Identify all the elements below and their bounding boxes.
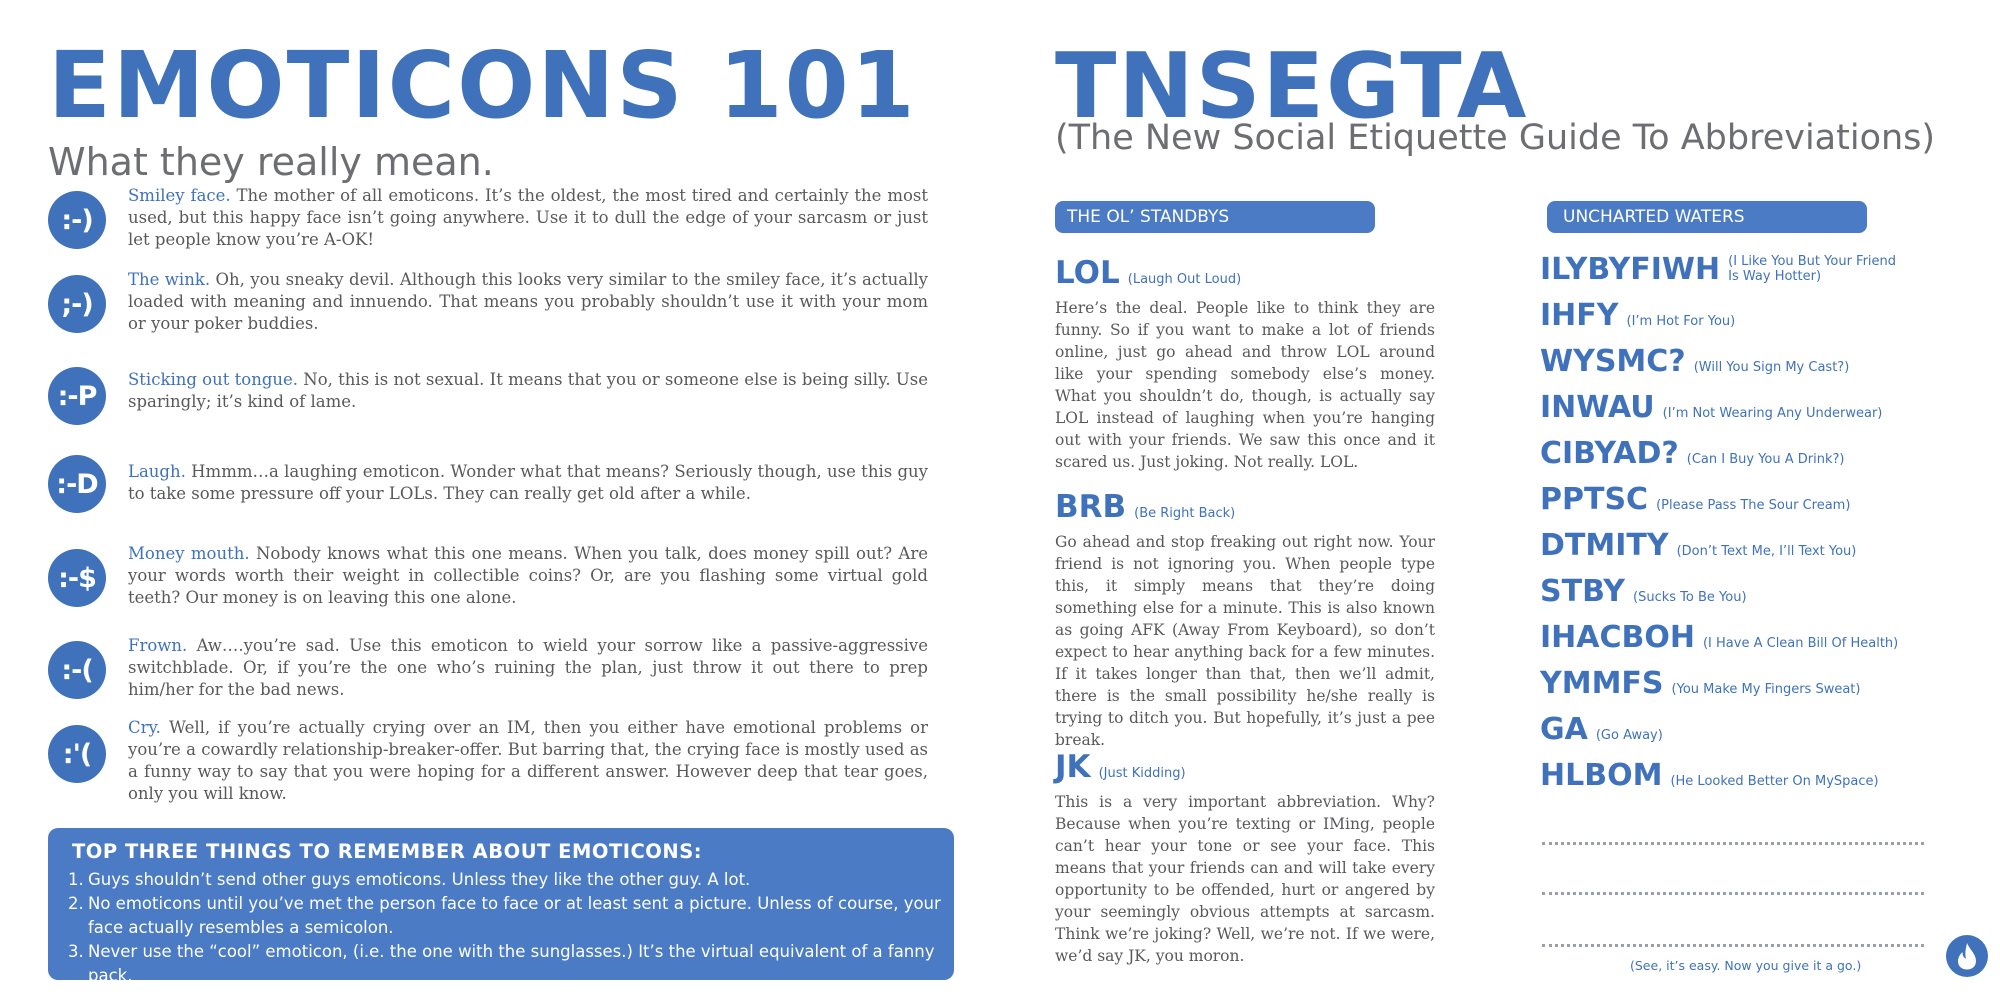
tips-box [48,828,954,985]
uncharted-item [1540,344,1849,379]
emoticon-name: Frown. [128,636,188,655]
emoticon-symbol-icon: :-) [48,191,106,249]
uncharted-item [1540,666,1860,701]
flame-drop-icon-svg [1954,941,1980,971]
blank-line [1542,842,1924,845]
uncharted-abbreviation: IHACBOH [1540,620,1695,655]
left-header [48,32,1048,184]
abbreviation-description: Go ahead and stop freaking out right now. Your friend is not ignoring you. When people type this, it simply means that they’re doing something else for a minute. This is also known as going AFK (Away From Keyboard), so don’t expect to hear anything back for a few minutes. If it takes longer than that, then we’ll admit, there is the small possibility he/she really is trying to ditch you. But hopefully, it’s just a pee break. [1055,533,1435,749]
blank-line [1542,944,1924,947]
emoticon-name: Cry. [128,718,161,737]
emoticon-description: The mother of all emoticons. It’s the oldest, the most tired and certainly the most used, but this happy face isn’t going anywhere. Use it to dull the edge of your sarcasm or just let people know you’re A-OK! [128,186,928,249]
emoticon-description: Nobody knows what this one means. When you talk, does money spill out? Are your words worth their weight in collectible coins? Or, are you flashing some virtual gold teeth? Our money is on leaving this one alone. [128,544,928,607]
tip-item [68,892,948,940]
uncharted-item [1540,758,1879,793]
emoticon-symbol-icon: :'( [48,725,106,783]
tip-number: 3. [68,942,84,961]
uncharted-meaning: (Please Pass The Sour Cream) [1656,498,1851,513]
uncharted-meaning: (Go Away) [1595,728,1663,743]
emoticon-symbol-icon: :-P [48,367,106,425]
page-subtitle: What they really mean. [48,140,494,184]
uncharted-meaning: (I Have A Clean Bill Of Health) [1702,636,1899,651]
uncharted-meaning: (Sucks To Be You) [1633,590,1747,605]
emoticon-description: Well, if you’re actually crying over an IM, then you either have emotional problems or you’re a cowardly relationship-breaker-offer. But barring that, the crying face is mostly used as a funny way to say that you were hoping for a different answer. However deep that tear goes, only you will know. [128,718,928,803]
emoticon-symbol-icon: :-$ [48,549,106,607]
uncharted-item [1540,574,1747,609]
abbreviation-description: Here’s the deal. People like to think they are funny. So if you want to make a lot of friends online, just go ahead and throw LOL around like your spending somebody else’s money. What you shouldn’t do, though, is actually say LOL instead of laughing when you’re hanging out with your friends. We saw this once and it scared us. Just joking. Not really. LOL. [1055,299,1435,471]
uncharted-abbreviation: STBY [1540,574,1626,609]
emoticon-description: Aw….you’re sad. Use this emoticon to wield your sorrow like a passive-aggressive switchblade. Or, if you’re the one who’s ruining the plan, just throw it out there to prep him/her for the bad news. [128,636,928,699]
uncharted-abbreviation: HLBOM [1540,758,1663,793]
uncharted-meaning: (I’m Not Wearing Any Underwear) [1662,406,1883,421]
flame-drop-icon [1946,935,1988,977]
tip-text: Guys shouldn’t send other guys emoticons. Unless they like the other guy. A lot. [88,870,751,889]
emoticon-name: The wink. [128,270,211,289]
uncharted-abbreviation: CIBYAD? [1540,436,1679,471]
tip-number: 2. [68,894,84,913]
uncharted-abbreviation: IHFY [1540,298,1619,333]
abbreviation-entry [1055,490,1435,751]
uncharted-item [1540,528,1856,563]
uncharted-item [1540,390,1882,425]
uncharted-item [1540,436,1845,471]
emoticon-description: No, this is not sexual. It means that you or someone else is being silly. Use sparingly; it’s kind of lame. [128,370,928,411]
emoticon-name: Laugh. [128,462,186,481]
abbreviation-meaning: (Laugh Out Loud) [1127,272,1242,287]
uncharted-abbreviation: YMMFS [1540,666,1664,701]
uncharted-abbreviation: DTMITY [1540,528,1669,563]
uncharted-item [1540,712,1663,747]
footer-note: (See, it’s easy. Now you give it a go.) [1630,958,1862,973]
uncharted-item [1540,482,1850,517]
standbys-section-label: THE OL’ STANDBYS [1055,201,1375,233]
uncharted-abbreviation: GA [1540,712,1588,747]
uncharted-item [1540,252,1896,287]
uncharted-abbreviation: WYSMC? [1540,344,1686,379]
uncharted-meaning: (Will You Sign My Cast?) [1693,360,1850,375]
emoticon-symbol-icon: ;-) [48,275,106,333]
abbreviation-term: LOL [1055,255,1120,291]
uncharted-item [1540,298,1735,333]
emoticon-symbol-icon: :-( [48,641,106,699]
emoticon-name: Sticking out tongue. [128,370,299,389]
tip-text: Never use the “cool” emoticon, (i.e. the one with the sunglasses.) It’s the virtual equivalent of a fanny pack. [88,942,935,985]
uncharted-abbreviation: PPTSC [1540,482,1649,517]
tips-heading: TOP THREE THINGS TO REMEMBER ABOUT EMOTICONS: [72,840,703,863]
uncharted-meaning: (Don’t Text Me, I’ll Text You) [1676,544,1857,559]
emoticon-name: Money mouth. [128,544,250,563]
abbreviation-entry [1055,256,1435,473]
abbreviation-entry [1055,750,1435,967]
uncharted-meaning: (Can I Buy You A Drink?) [1686,452,1845,467]
uncharted-abbreviation: ILYBYFIWH [1540,252,1721,287]
tip-text: No emoticons until you’ve met the person face to face or at least sent a picture. Unless of course, your face actually resembles a semicolon. [88,894,941,937]
abbreviation-meaning: (Be Right Back) [1134,506,1236,521]
tip-number: 1. [68,870,84,889]
tip-item [68,940,948,988]
blank-line [1542,892,1924,895]
uncharted-meaning: (I Like You But Your Friend Is Way Hotter) [1728,254,1897,284]
emoticon-symbol-icon: :-D [48,455,106,513]
tip-item [68,868,948,892]
uncharted-meaning: (He Looked Better On MySpace) [1670,774,1879,789]
abbreviations-subtitle: (The New Social Etiquette Guide To Abbreviations) [1055,118,1936,158]
abbreviations-title: TNSEGTA [1055,34,1529,139]
abbreviation-description: This is a very important abbreviation. Why? Because when you’re texting or IMing, people can’t hear your tone or see your face. This means that your friends can and will take every opportunity to be offended, hurt or angered by your seemingly obvious attempts at sarcasm. Think we’re joking? Well, we’re not. If we were, we’d say JK, you moron. [1055,793,1435,965]
abbreviation-term: JK [1055,749,1091,785]
uncharted-meaning: (You Make My Fingers Sweat) [1671,682,1861,697]
emoticon-name: Smiley face. [128,186,231,205]
uncharted-meaning: (I’m Hot For You) [1626,314,1736,329]
abbreviation-term: BRB [1055,489,1127,525]
tips-list [68,868,948,988]
emoticon-description: Oh, you sneaky devil. Although this looks very similar to the smiley face, it’s actually loaded with meaning and innuendo. That means you probably shouldn’t use it with your mom or your poker buddies. [128,270,928,333]
uncharted-item [1540,620,1898,655]
uncharted-abbreviation: INWAU [1540,390,1655,425]
emoticon-description: Hmmm…a laughing emoticon. Wonder what that means? Seriously though, use this guy to take some pressure off your LOLs. They can really get old after a while. [128,462,928,503]
page-title: EMOTICONS 101 [48,32,917,139]
uncharted-section-label: UNCHARTED WATERS [1547,201,1867,233]
abbreviation-meaning: (Just Kidding) [1098,766,1186,781]
